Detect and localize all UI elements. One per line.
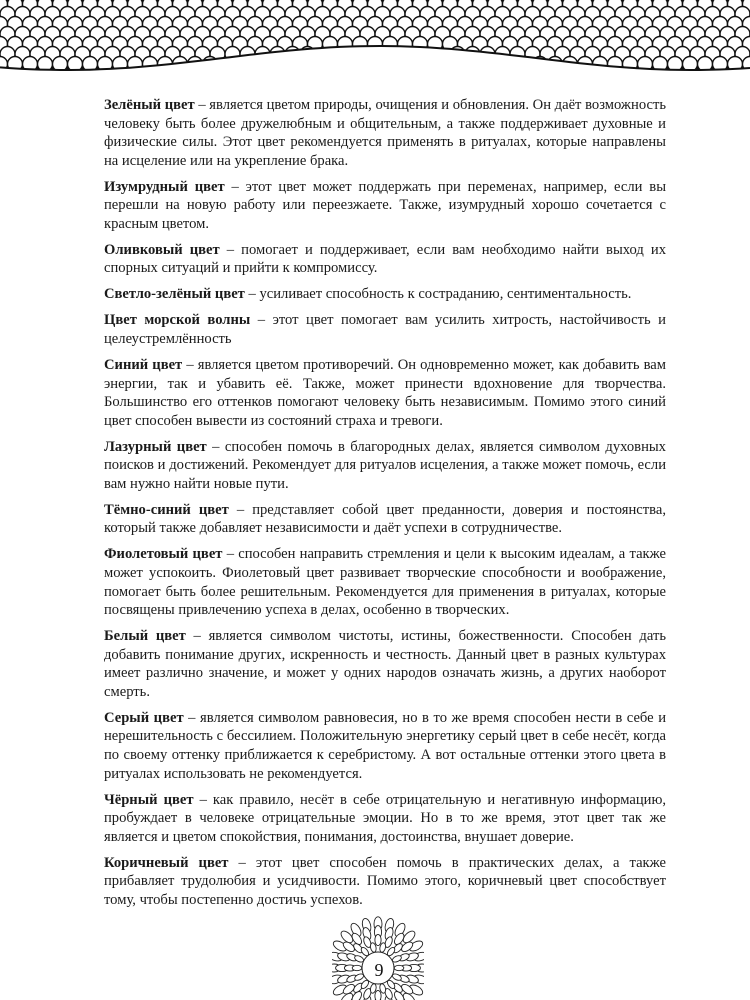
color-term: Зелёный цвет bbox=[104, 97, 195, 113]
color-term: Серый цвет bbox=[104, 709, 184, 726]
color-term: Цвет морской волны bbox=[104, 312, 251, 329]
color-description: – способен помочь в благородных делах, является символом духовных поисков и достижений. Рекомендует для ритуалов исцеления, а также может помочь, если вам нужно найти новые пути. bbox=[104, 438, 666, 492]
article-body bbox=[104, 96, 666, 917]
color-paragraph bbox=[104, 356, 666, 430]
color-paragraph bbox=[104, 311, 666, 348]
color-term: Фиолетовый цвет bbox=[104, 546, 223, 563]
color-term: Оливковый цвет bbox=[104, 241, 220, 258]
color-description: – усиливает способность к состраданию, сентиментальность. bbox=[244, 286, 632, 303]
color-term: Светло-зелёный цвет bbox=[104, 286, 245, 303]
color-description: – как правило, несёт в себе отрицательную и негативную информацию, пробуждает в человеке отрицательные эмоции. Но в то же время, этот цвет так же является и цветом спокойствия, понимания, достоинства, внушает доверие. bbox=[104, 791, 666, 845]
color-paragraph bbox=[104, 791, 666, 847]
color-description: – является цветом противоречий. Он одновременно может, как добавить вам энергии, так и убавить её. Также, может принести вдохновение для творчества. Большинство его оттенков помогают человеку быть независимым. Помимо этого синий цвет способен вывести из состояний страха и тревоги. bbox=[104, 357, 666, 429]
color-description: – этот цвет способен помочь в практических делах, а также прибавляет трудолюбия и усидчивости. Помимо этого, коричневый цвет способствует тому, чтобы постепенно достичь успехов. bbox=[104, 854, 666, 908]
color-term: Синий цвет bbox=[104, 357, 183, 374]
color-description: – этот цвет помогает вам усилить хитрость, настойчивость и целеустремлённость bbox=[104, 312, 666, 348]
color-paragraph bbox=[104, 96, 666, 170]
color-term: Изумрудный цвет bbox=[104, 178, 225, 195]
color-term: Лазурный цвет bbox=[104, 438, 207, 455]
color-description: – помогает и поддерживает, если вам необходимо найти выход их спорных ситуаций и прийти к компромиссу. bbox=[104, 241, 666, 277]
color-paragraph bbox=[104, 178, 666, 234]
color-paragraph bbox=[104, 438, 666, 494]
color-paragraph bbox=[104, 627, 666, 701]
color-description: – является символом чистоты, истины, божественности. Способен дать добавить понимание других, искренность и честность. Данный цвет в разных культурах имеет различно значение, и может у одних народов означать жизнь, а других наоборот смерть. bbox=[104, 628, 666, 700]
color-description: – является цветом природы, очищения и обновления. Он даёт возможность человеку быть более дружелюбным и общительным, а также поддерживает духовные и физические силы. Этот цвет рекомендуется применять в ритуалах, которые направлены на исцеление или на укрепление брака. bbox=[104, 97, 666, 169]
color-paragraph bbox=[104, 241, 666, 278]
color-paragraph bbox=[104, 545, 666, 619]
color-paragraph bbox=[104, 709, 666, 783]
color-paragraph bbox=[104, 501, 666, 538]
color-term: Коричневый цвет bbox=[104, 854, 229, 871]
mandala-ornament-icon bbox=[332, 898, 424, 1000]
color-description: – этот цвет может поддержать при переменах, например, если вы перешли на новую работу или переезжаете. Также, изумрудный хорошо сочетается с красным цветом. bbox=[104, 178, 666, 232]
color-description: – является символом равновесия, но в то же время способен нести в себе и нерешительность с бессилием. Положительную энергетику серый цвет в себе несёт, когда по своему оттенку приближается к серебристому. А вот остальные оттенки этого цвета в ритуалах использовать не рекомендуется. bbox=[104, 709, 667, 782]
color-description: – способен направить стремления и цели к высоким идеалам, а также может успокоить. Фиолетовый цвет развивает творческие способности и воображение, помогает быть более решительным. Рекомендуется для применения в ритуалах, которые посвящены привлечению успеха в делах, особенно в творческих. bbox=[104, 546, 666, 619]
color-term: Тёмно-синий цвет bbox=[104, 501, 229, 518]
page-number: 9 bbox=[374, 960, 384, 980]
color-paragraph bbox=[104, 285, 666, 304]
color-term: Белый цвет bbox=[104, 628, 186, 645]
color-term: Чёрный цвет bbox=[104, 791, 194, 808]
color-description: – представляет собой цвет преданности, доверия и постоянства, который также добавляет независимости и даёт успехи в сотрудничестве. bbox=[104, 501, 666, 537]
scale-wave-ornament bbox=[0, 0, 750, 78]
